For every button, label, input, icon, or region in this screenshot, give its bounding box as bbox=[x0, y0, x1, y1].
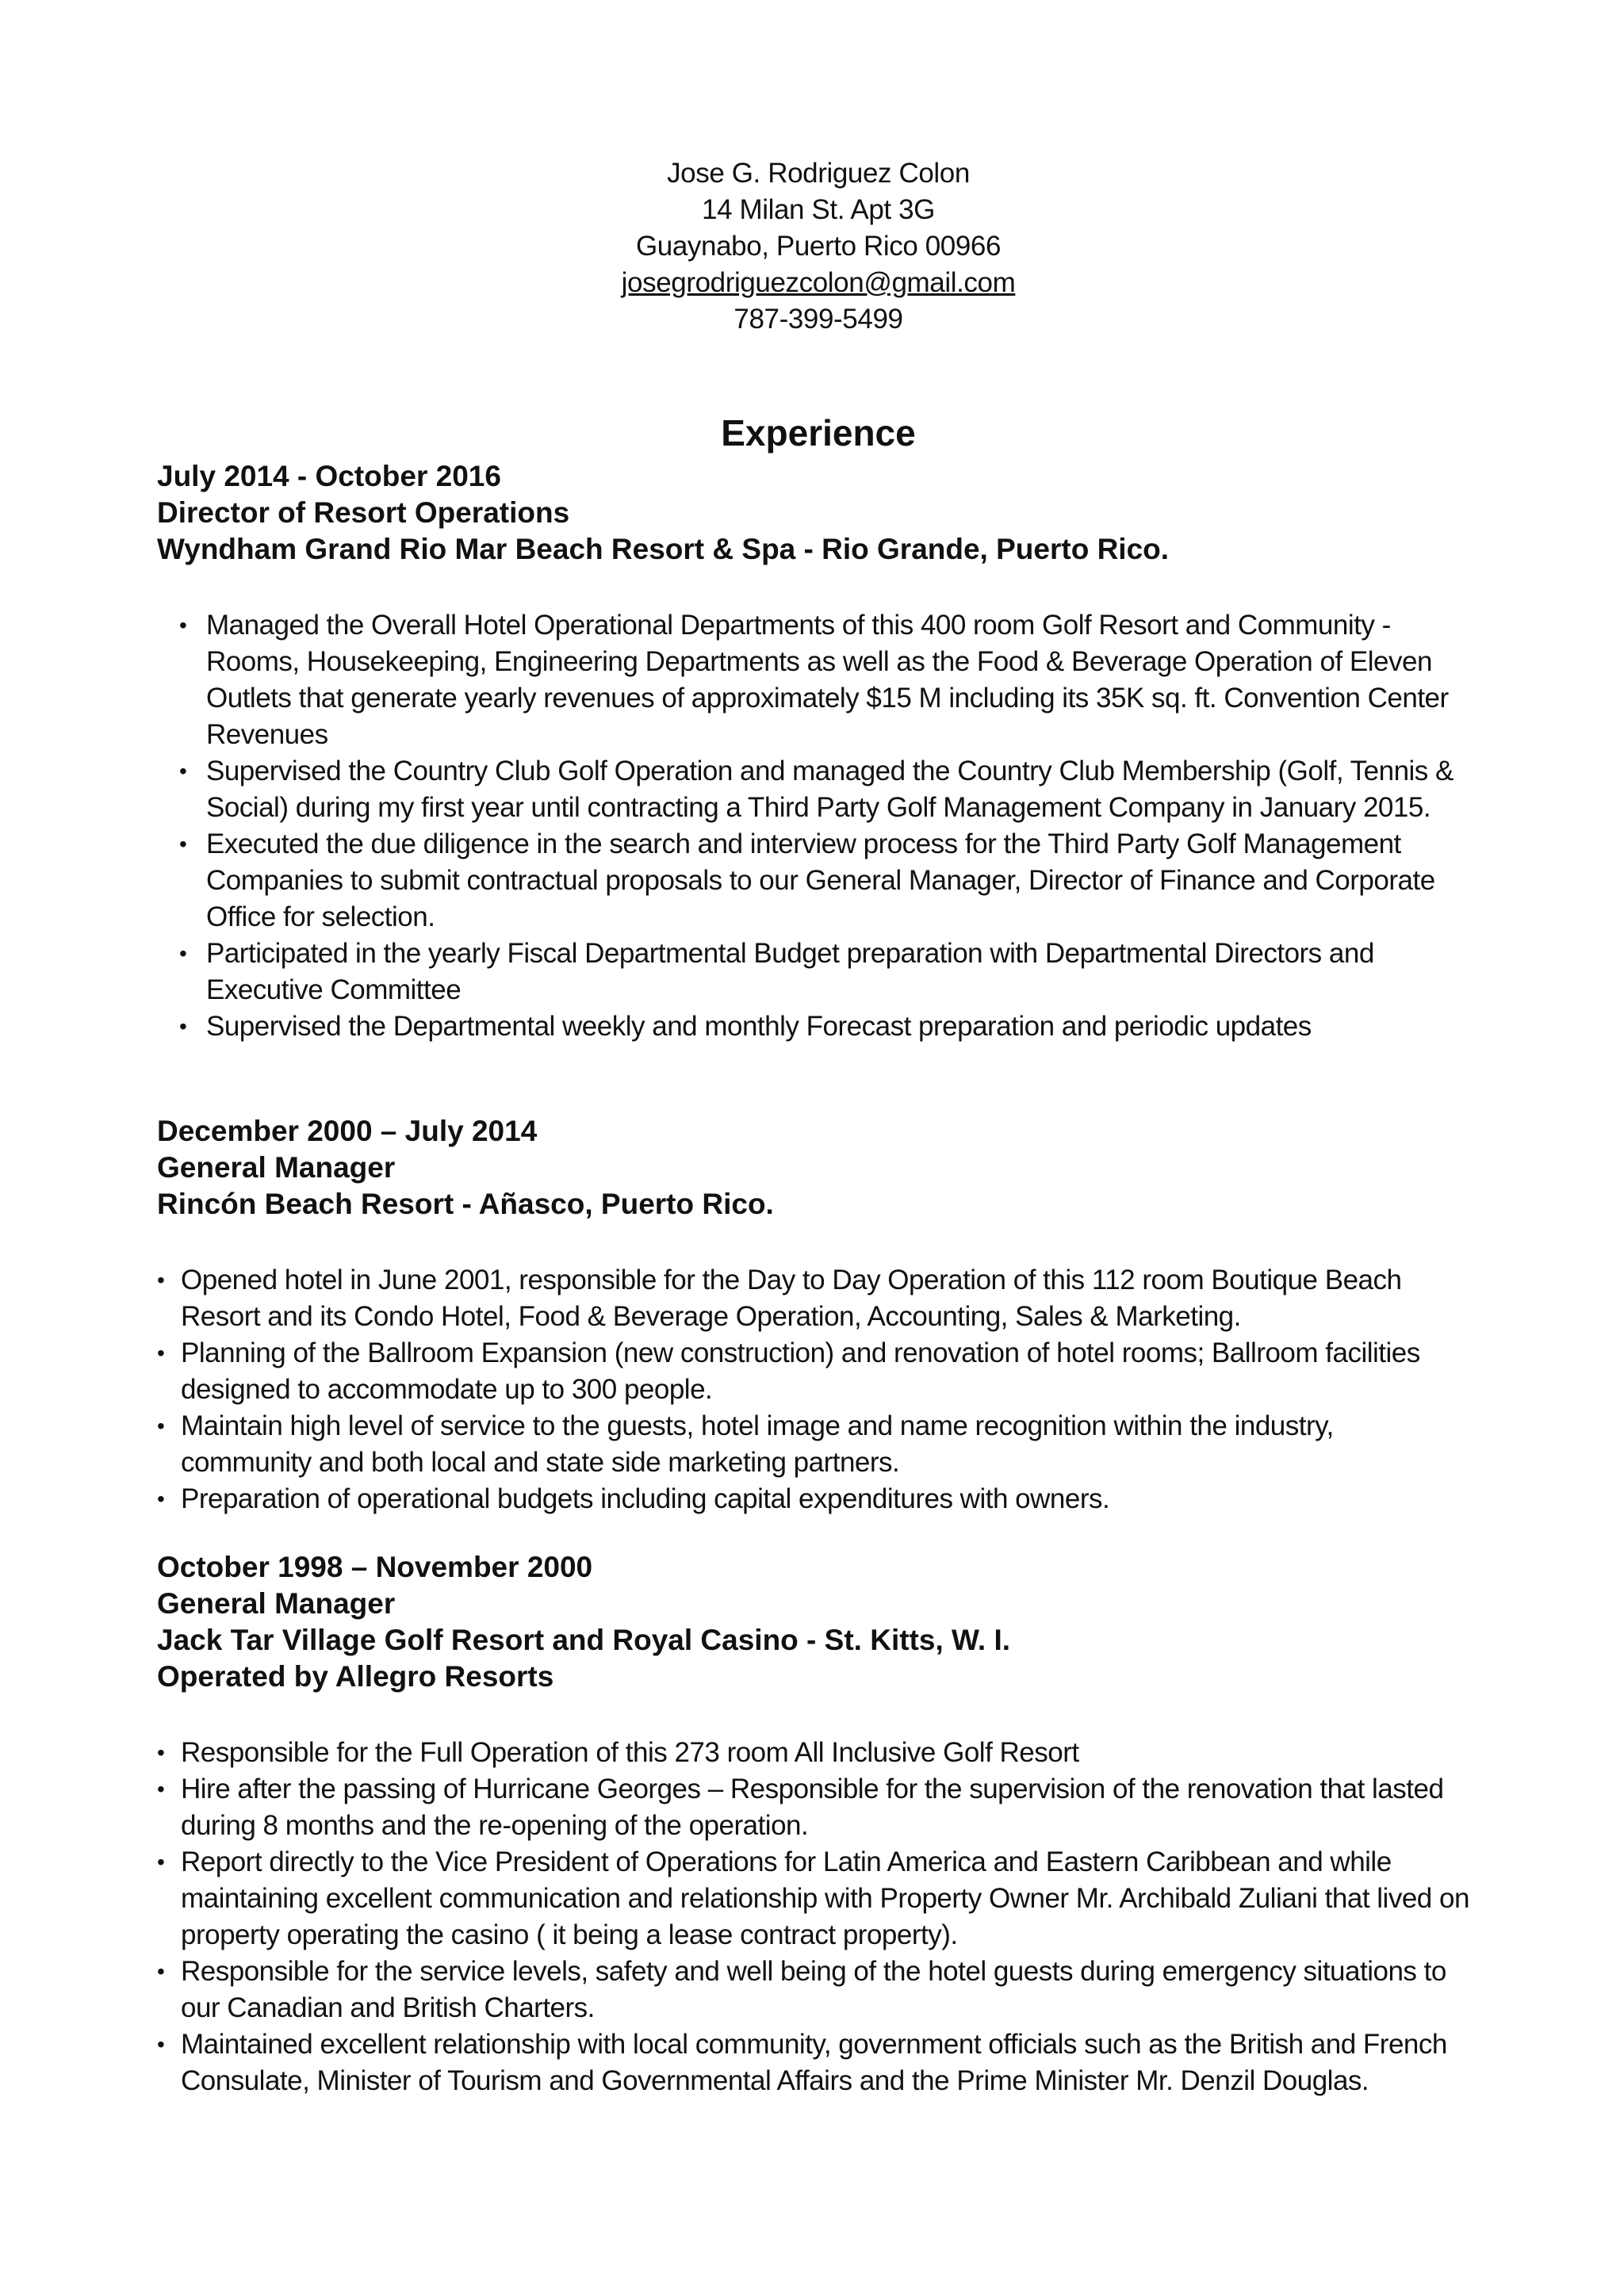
contact-name: Jose G. Rodriguez Colon bbox=[667, 158, 970, 189]
bullet-icon: • bbox=[157, 1487, 165, 1511]
job-bullet: • Executed the due diligence in the search and interview process for the Third Party Golf Management Companies to submit contractual proposals to our General Manager, Director of Finance and Corporate Office for selection. bbox=[206, 826, 1491, 936]
job-bullet: • Planning of the Ballroom Expansion (new construction) and renovation of hotel rooms; Ballroom facilities designed to accommodate up to 300 people. bbox=[181, 1335, 1465, 1408]
job-company: Rincón Beach Resort - Añasco, Puerto Rico. bbox=[157, 1188, 774, 1220]
contact-block bbox=[0, 155, 1624, 338]
contact-address-line1: 14 Milan St. Apt 3G bbox=[702, 194, 935, 225]
bullet-icon: • bbox=[157, 1740, 165, 1765]
section-title-experience: Experience bbox=[721, 412, 916, 453]
contact-address-line2: Guaynabo, Puerto Rico 00966 bbox=[635, 231, 1002, 262]
bullet-icon: • bbox=[157, 1414, 165, 1438]
job-dates: October 1998 – November 2000 bbox=[157, 1551, 593, 1583]
job-bullet: • Hire after the passing of Hurricane Georges – Responsible for the supervision of the renovation that lasted during 8 months and the re-opening of the operation. bbox=[181, 1771, 1481, 1844]
job-header bbox=[157, 1113, 1505, 1223]
job-dates: July 2014 - October 2016 bbox=[157, 460, 501, 492]
job-bullet: • Supervised the Country Club Golf Operation and managed the Country Club Membership (Golf, Tennis & Social) during my first year until contracting a Third Party Golf Management Company in January 2015. bbox=[206, 753, 1491, 826]
job-bullet: • Participated in the yearly Fiscal Departmental Budget preparation with Departmental Directors and Executive Committee bbox=[206, 936, 1491, 1008]
job-bullet: • Report directly to the Vice President of Operations for Latin America and Eastern Caribbean and while maintaining excellent communication and relationship with Property Owner Mr. Archibald Zuliani that lived on property operating the casino ( it being a lease contract property). bbox=[181, 1844, 1481, 1954]
job-bullet: • Responsible for the Full Operation of this 273 room All Inclusive Golf Resort bbox=[181, 1735, 1481, 1771]
job-bullet: • Maintained excellent relationship with local community, government officials such as the British and French Consulate, Minister of Tourism and Governmental Affairs and the Prime Minister Mr. Denzil Douglas. bbox=[181, 2026, 1481, 2099]
job-bullet-list bbox=[157, 1262, 1505, 1517]
job-header bbox=[157, 1549, 1505, 1695]
bullet-icon: • bbox=[157, 2032, 165, 2057]
bullet-icon: • bbox=[157, 1850, 165, 1874]
job-entry bbox=[157, 458, 1505, 1045]
bullet-icon: • bbox=[179, 1014, 187, 1039]
job-title: General Manager bbox=[157, 1151, 396, 1184]
bullet-icon: • bbox=[179, 759, 187, 783]
bullet-icon: • bbox=[157, 1341, 165, 1365]
bullet-icon: • bbox=[179, 832, 187, 856]
job-bullet-list bbox=[157, 1735, 1505, 2099]
job-bullet-list bbox=[157, 607, 1505, 1045]
bullet-icon: • bbox=[157, 1777, 165, 1801]
job-dates: December 2000 – July 2014 bbox=[157, 1115, 538, 1147]
job-bullet: • Maintain high level of service to the guests, hotel image and name recognition within the industry, community and both local and state side marketing partners. bbox=[181, 1408, 1465, 1481]
contact-email-link[interactable]: josegrodriguezcolon@gmail.com bbox=[621, 267, 1016, 298]
job-title: General Manager bbox=[157, 1587, 396, 1620]
bullet-icon: • bbox=[157, 1959, 165, 1984]
job-company: Wyndham Grand Rio Mar Beach Resort & Spa - Rio Grande, Puerto Rico. bbox=[157, 533, 1170, 565]
job-bullet: • Opened hotel in June 2001, responsible for the Day to Day Operation of this 112 room Boutique Beach Resort and its Condo Hotel, Food & Beverage Operation, Accounting, Sales & Marketing. bbox=[181, 1262, 1465, 1335]
job-title: Director of Resort Operations bbox=[157, 496, 570, 529]
job-entry bbox=[157, 1549, 1505, 2099]
bullet-icon: • bbox=[179, 613, 187, 637]
job-bullet: • Managed the Overall Hotel Operational Departments of this 400 room Golf Resort and Community - Rooms, Housekeeping, Engineering Departments as well as the Food & Beverage Operation of Eleven Outlets that generate yearly revenues of approximately $15 M including its 35K sq. ft. Convention Center Revenues bbox=[206, 607, 1491, 753]
job-operator: Operated by Allegro Resorts bbox=[157, 1660, 554, 1693]
job-bullet: • Supervised the Departmental weekly and monthly Forecast preparation and periodic updates bbox=[206, 1008, 1491, 1045]
job-bullet: • Responsible for the service levels, safety and well being of the hotel guests during emergency situations to our Canadian and British Charters. bbox=[181, 1954, 1481, 2026]
contact-phone: 787-399-5499 bbox=[733, 304, 903, 335]
job-bullet: • Preparation of operational budgets including capital expenditures with owners. bbox=[181, 1481, 1465, 1517]
bullet-icon: • bbox=[157, 1268, 165, 1292]
job-company: Jack Tar Village Golf Resort and Royal Casino - St. Kitts, W. I. bbox=[157, 1624, 1010, 1656]
job-entry bbox=[157, 1113, 1505, 1517]
job-header bbox=[157, 458, 1505, 568]
bullet-icon: • bbox=[179, 941, 187, 966]
